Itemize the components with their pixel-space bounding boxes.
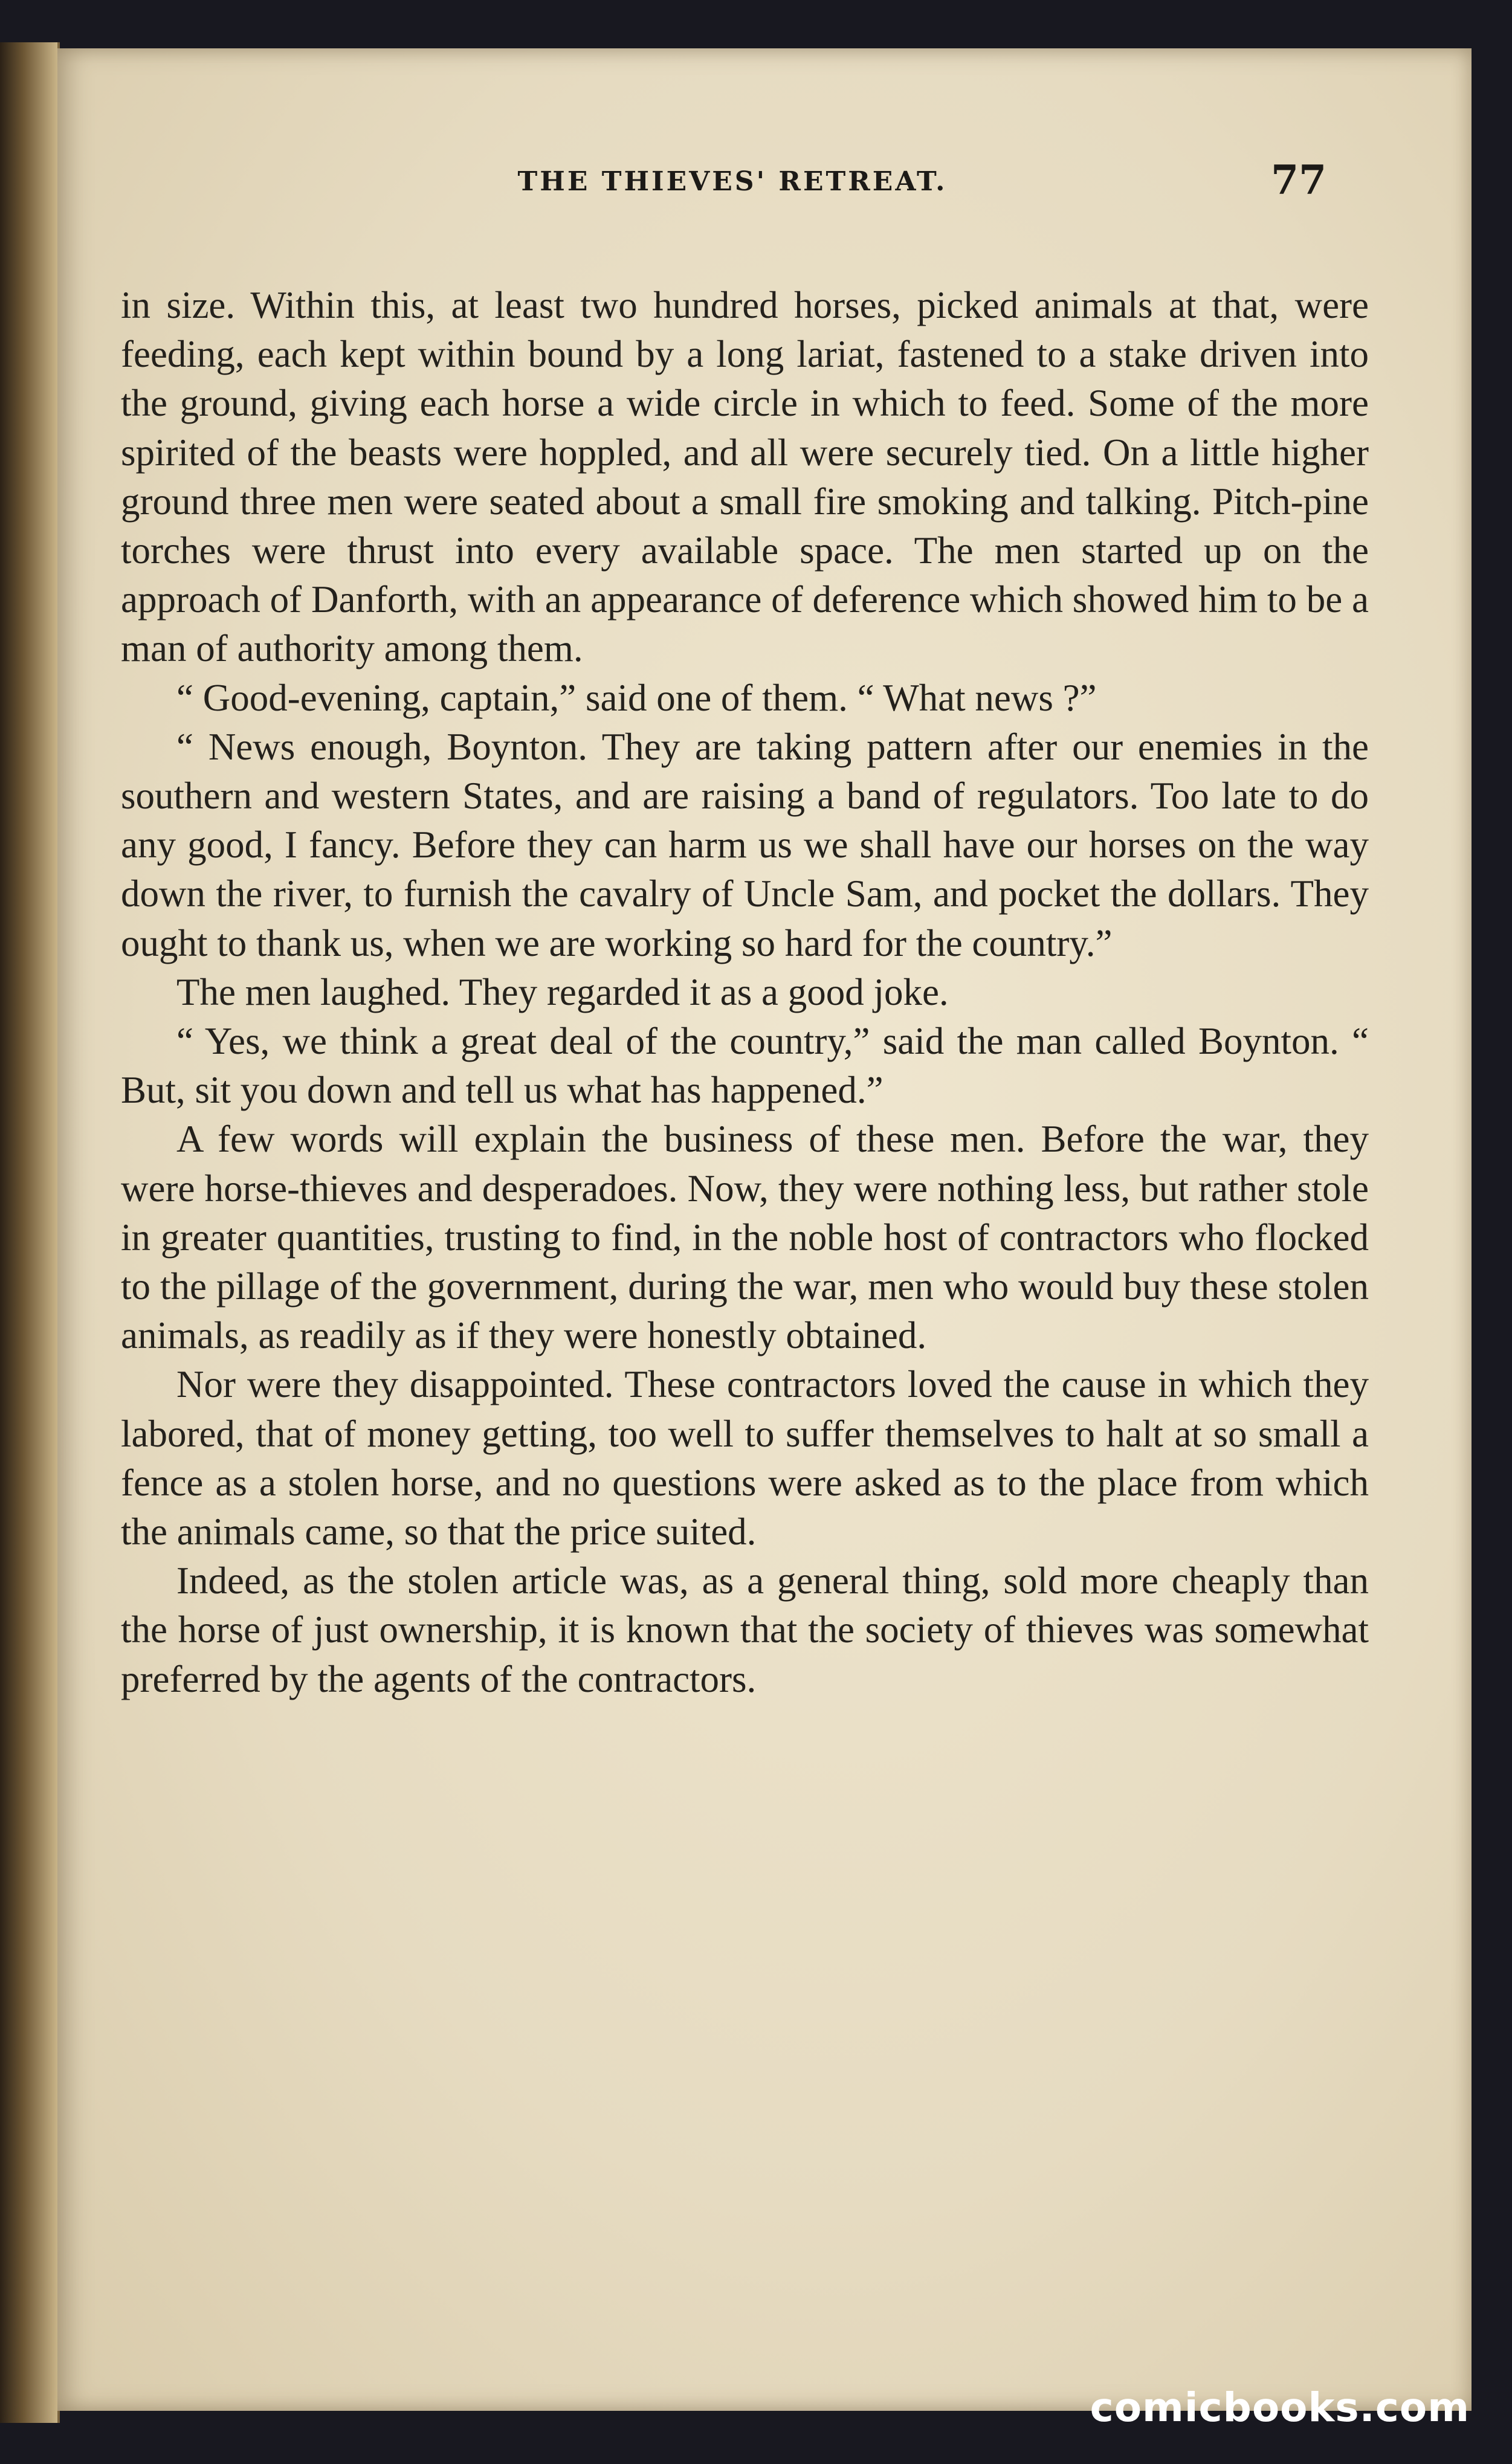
paragraph: Nor were they disappointed. These contractors loved the cause in which they labored, that of money getting, too well to suffer themselves to halt at so small a fence as a stolen horse, and no questions were asked as to the place from which the animals came, so that the price suited. [121,1363,1369,1553]
paragraph: Indeed, as the stolen article was, as a general thing, sold more cheaply than the horse of just ownership, it is known that the society of thieves was somewhat preferred by the agents of the contractors. [121,1559,1369,1700]
watermark: comicbooks.com [1090,2384,1470,2431]
running-title: THE THIEVES' RETREAT. [517,166,948,197]
paragraph: The men laughed. They regarded it as a good joke. [176,970,949,1013]
book-binding [0,42,60,2423]
paragraph: in size. Within this, at least two hundred horses, picked animals at that, were feeding, each kept within bound by a long lariat, fastened to a stake driven into the ground, giving each horse a wide circle in which to feed. Some of the more spirited of the beasts were hoppled, and all were securely tied. On a little higher ground three men were seated about a small fire smoking and talking. Pitch-pine torches were thrust into every available space. The men started up on the approach of Danforth, with an appearance of deference which showed him to be a man of authority among them. [121,284,1369,670]
paragraph: “ Yes, we think a great deal of the country,” said the man called Boynton. “ But, sit you down and tell us what has happened.” [121,1020,1369,1112]
body-text [121,281,1369,1704]
book-page [57,48,1472,2411]
paragraph: “ Good-evening, captain,” said one of them. “ What news ?” [176,676,1097,719]
paragraph: A few words will explain the business of these men. Before the war, they were horse-thieves and desperadoes. Now, they were nothing less, but rather stole in greater quantities, trusting to find, in the noble host of contractors who flocked to the pillage of the government, during the war, men who would buy these stolen animals, as readily as if they were honestly obtained. [121,1118,1369,1357]
page-number: 77 [1271,156,1326,204]
running-head [57,156,1472,204]
paragraph: “ News enough, Boynton. They are taking pattern after our enemies in the southern and western States, and are raising a band of regulators. Too late to do any good, I fancy. Before they can harm us we shall have our horses on the way down the river, to furnish the cavalry of Uncle Sam, and pocket the dollars. They ought to thank us, when we are working so hard for the country.” [121,725,1369,964]
